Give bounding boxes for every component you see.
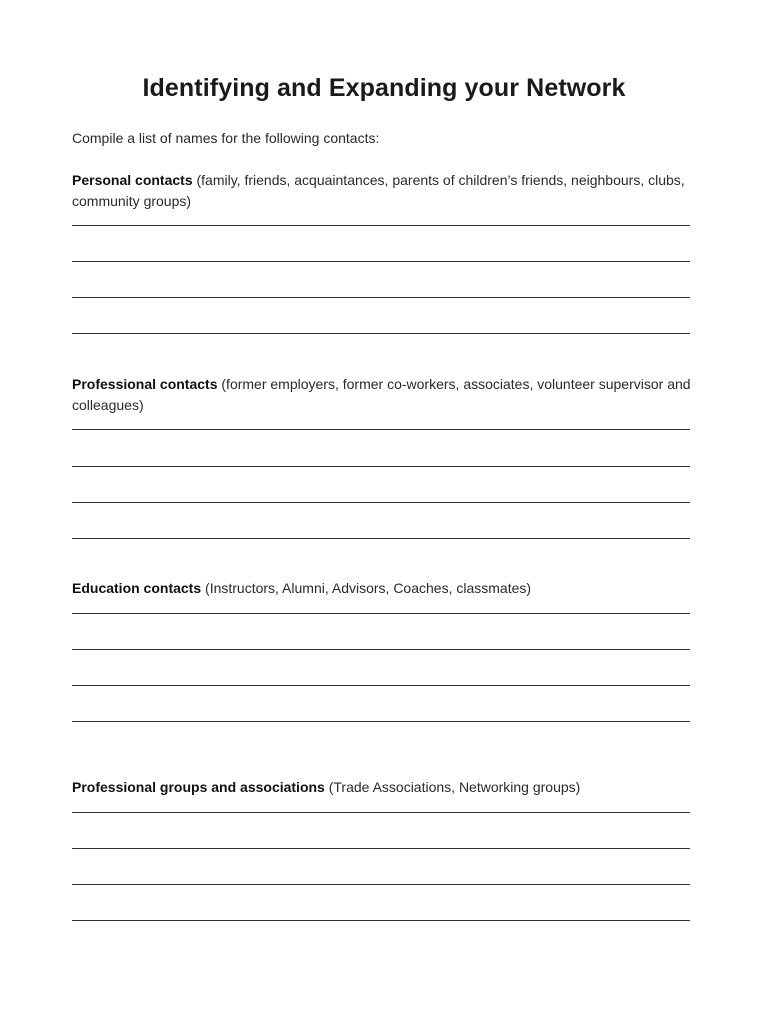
section-heading-label: Professional groups and associations [72, 779, 325, 795]
section-description: (Instructors, Alumni, Advisors, Coaches, classmates) [201, 580, 532, 596]
write-line[interactable] [72, 721, 690, 722]
write-line[interactable] [72, 333, 690, 334]
page-title: Identifying and Expanding your Network [142, 74, 626, 102]
section-professional-contacts [72, 374, 694, 416]
section-description: (family, friends, acquaintances, parents of children’s friends, neighbours, clubs, community groups) [72, 172, 685, 209]
write-line[interactable] [72, 812, 690, 813]
section-description: (Trade Associations, Networking groups) [324, 779, 581, 795]
section-heading-label: Personal contacts [72, 172, 193, 188]
write-line[interactable] [72, 429, 690, 430]
intro-text: Compile a list of names for the following contacts: [72, 130, 380, 146]
write-line[interactable] [72, 538, 690, 539]
section-heading-label: Professional contacts [72, 376, 218, 392]
section-professional-groups [72, 777, 694, 798]
write-line[interactable] [72, 848, 690, 849]
write-line[interactable] [72, 920, 690, 921]
write-line[interactable] [72, 884, 690, 885]
write-line[interactable] [72, 685, 690, 686]
section-heading-label: Education contacts [72, 580, 202, 596]
write-line[interactable] [72, 613, 690, 614]
write-line[interactable] [72, 502, 690, 503]
section-description: (former employers, former co-workers, associates, volunteer supervisor and colleagues) [72, 376, 691, 413]
write-line[interactable] [72, 466, 690, 467]
write-line[interactable] [72, 649, 690, 650]
write-line[interactable] [72, 225, 690, 226]
section-personal-contacts [72, 170, 694, 212]
write-line[interactable] [72, 297, 690, 298]
write-line[interactable] [72, 261, 690, 262]
section-education-contacts [72, 578, 694, 599]
